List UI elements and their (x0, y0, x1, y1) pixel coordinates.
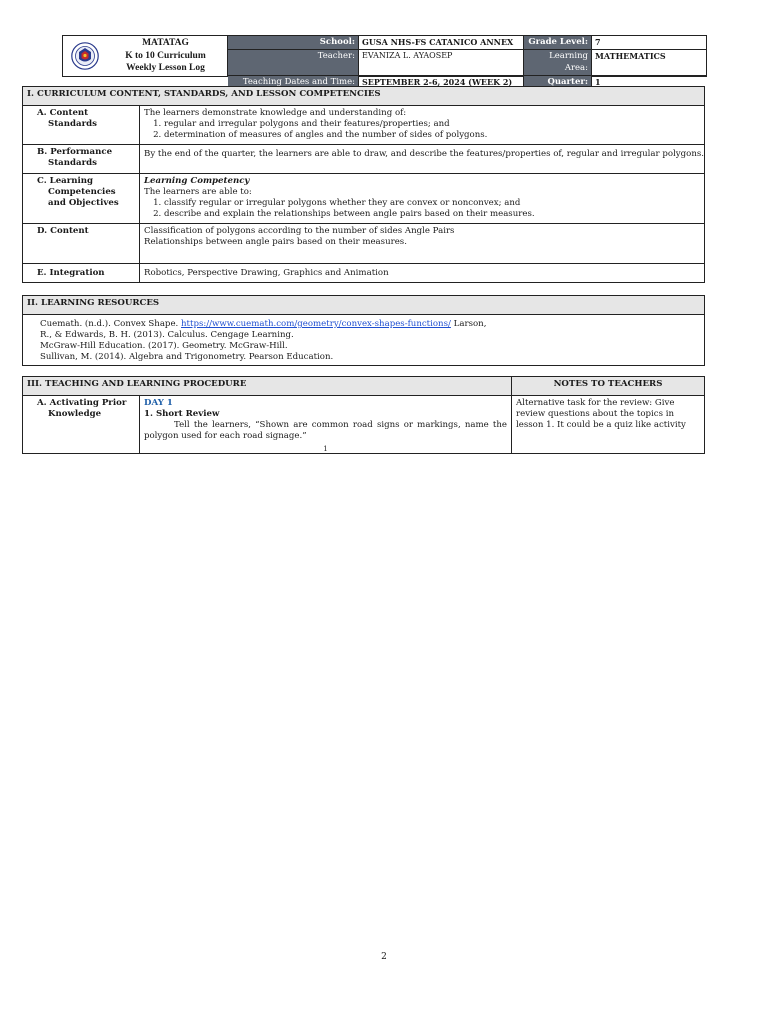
performance-standards-row (23, 145, 705, 174)
prior-knowledge-row (23, 396, 705, 454)
competency-heading: Learning Competency (144, 176, 250, 186)
teaching-dates-value: SEPTEMBER 2-6, 2024 (WEEK 2) (359, 76, 524, 89)
content-label (23, 224, 140, 264)
section-heading: II. LEARNING RESOURCES (23, 296, 705, 315)
standards-list (144, 119, 700, 141)
header-title (104, 37, 227, 75)
resources-list (23, 315, 705, 366)
notes-heading: NOTES TO TEACHERS (512, 377, 705, 396)
label-line: B. Performance (37, 147, 113, 157)
header-title-line: MATATAG (142, 38, 189, 49)
content-line: Classification of polygons according to the number of sides Angle Pairs (144, 226, 455, 236)
label-line: A. Content (37, 108, 89, 118)
section-heading: III. TEACHING AND LEARNING PROCEDURE (23, 377, 512, 396)
objectives-list (144, 198, 700, 220)
content-text (140, 224, 705, 264)
header-title-line: Weekly Lesson Log (126, 63, 205, 74)
label-line: D. Content (37, 226, 89, 236)
label-line: Standards (48, 158, 97, 168)
list-item: 2. determination of measures of angles and the number of sides of polygons. (164, 130, 700, 141)
school-label: School: (228, 36, 359, 50)
cuemath-link[interactable]: https://www.cuemath.com/geometry/convex-shapes-functions/ (181, 319, 451, 329)
grade-level-value: 7 (592, 36, 706, 50)
grade-level-label: Grade Level: (524, 36, 592, 50)
performance-standards-text: By the end of the quarter, the learners are able to draw, and describe the features/properties of, regular and irregular polygons. (140, 145, 705, 174)
procedure-text (140, 396, 512, 454)
lesson-log-header (62, 35, 707, 87)
resource-line (40, 319, 700, 330)
label-line: Standards (48, 119, 97, 129)
content-standards-text (140, 106, 705, 145)
content-line: Relationships between angle pairs based on their measures. (144, 237, 407, 247)
learning-resources-section (22, 295, 705, 366)
inner-page-number: 1 (323, 445, 328, 453)
performance-standards-label (23, 145, 140, 174)
label-line: Competencies (48, 187, 116, 197)
label-line: E. Integration (37, 268, 105, 278)
content-standards-row (23, 106, 705, 145)
prior-knowledge-label (23, 396, 140, 454)
resource-line: R., & Edwards, B. H. (2013). Calculus. Cengage Learning. (40, 330, 294, 340)
instruction-text: Tell the learners, “Shown are common road signs or markings, name the polygon used for each road signage.” (144, 420, 507, 441)
integration-row (23, 264, 705, 283)
content-standards-label (23, 106, 140, 145)
quarter-label: Quarter: (524, 76, 592, 89)
content-row (23, 224, 705, 264)
label-line: Knowledge (48, 409, 102, 419)
learning-area-value: MATHEMATICS (592, 50, 706, 76)
list-item: 1. regular and irregular polygons and their features/properties; and (164, 119, 700, 130)
header-fields (228, 36, 706, 87)
resource-text: Larson, (450, 319, 487, 329)
short-review-heading: 1. Short Review (144, 409, 220, 419)
school-value: GUSA NHS-FS CATANICO ANNEX (359, 36, 524, 50)
label-line: C. Learning (37, 176, 94, 186)
teacher-label: Teacher: (228, 50, 359, 76)
learning-area-label: Learning Area: (524, 50, 592, 76)
teacher-value: EVANIZA L. AYAOSEP (359, 50, 524, 76)
resource-text: Cuemath. (n.d.). Convex Shape. (40, 319, 181, 329)
competencies-text (140, 174, 705, 224)
intro-text: The learners demonstrate knowledge and understanding of: (144, 108, 407, 118)
header-title-line: K to 10 Curriculum (125, 50, 206, 61)
label-line: A. Activating Prior (37, 398, 127, 408)
deped-seal-icon (71, 42, 99, 70)
quarter-value: 1 (595, 76, 601, 87)
list-item: 2. describe and explain the relationships between angle pairs based on their measures. (164, 209, 700, 220)
intro-text: The learners are able to: (144, 187, 252, 197)
teaching-dates-label: Teaching Dates and Time: (228, 76, 359, 89)
integration-text: Robotics, Perspective Drawing, Graphics and Animation (140, 264, 705, 283)
competencies-row (23, 174, 705, 224)
procedure-section (22, 376, 705, 454)
competencies-label (23, 174, 140, 224)
section-heading: I. CURRICULUM CONTENT, STANDARDS, AND LESSON COMPETENCIES (23, 87, 705, 106)
resource-line: Sullivan, M. (2014). Algebra and Trigonometry. Pearson Education. (40, 352, 334, 362)
page-number: 2 (381, 952, 387, 962)
header-title-block (63, 36, 228, 76)
list-item: 1. classify regular or irregular polygons whether they are convex or nonconvex; and (164, 198, 700, 209)
notes-text: Alternative task for the review: Give review questions about the topics in lesson 1. It could be a quiz like activity (512, 396, 705, 454)
resource-line: McGraw-Hill Education. (2017). Geometry. McGraw-Hill. (40, 341, 288, 351)
integration-label (23, 264, 140, 283)
curriculum-section (22, 86, 705, 283)
label-line: and Objectives (48, 198, 119, 208)
day-label: DAY 1 (144, 398, 173, 408)
